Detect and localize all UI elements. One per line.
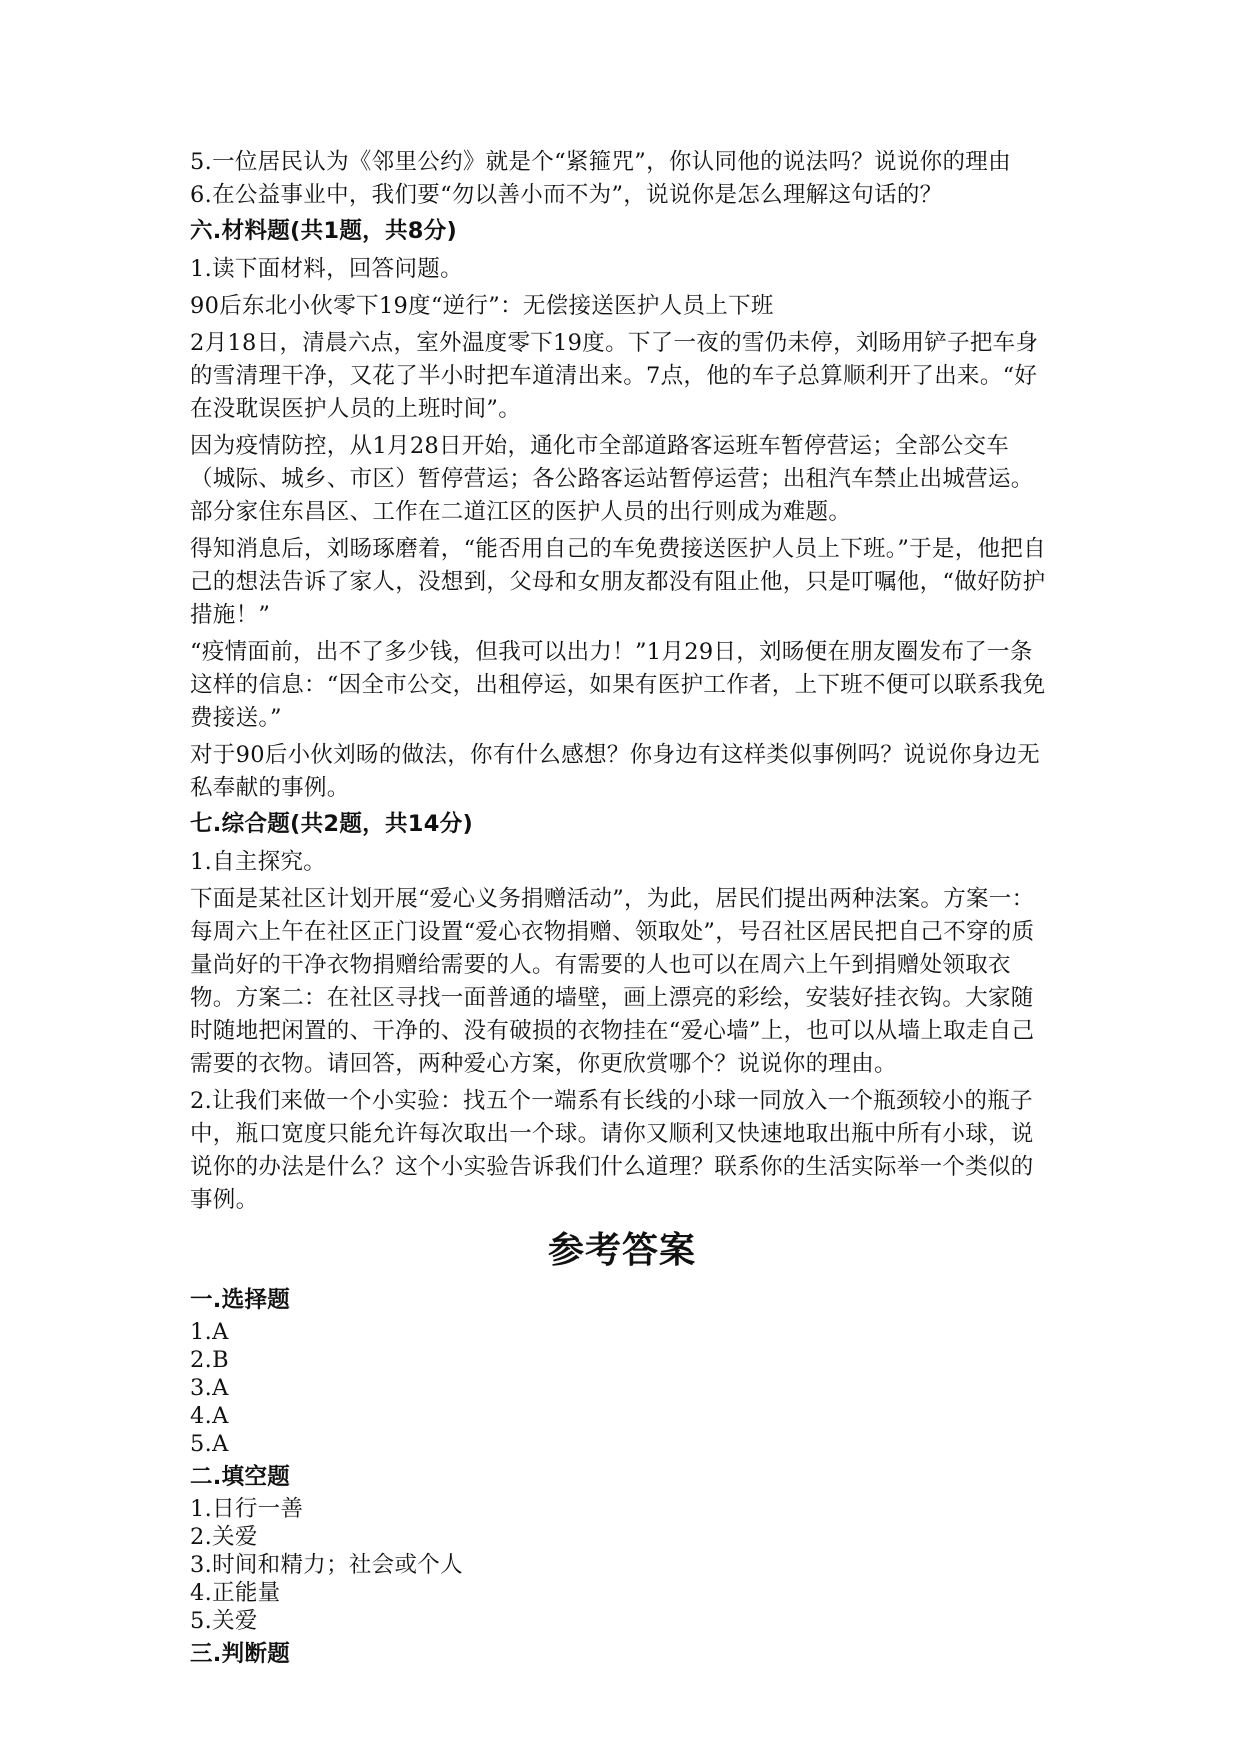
answer-item: 4.正能量 [190, 1580, 281, 1606]
answer-item: 2.B [190, 1347, 229, 1373]
answer-item: 5.关爱 [190, 1608, 258, 1634]
answer-section-1-heading: 一.选择题 [190, 1287, 291, 1313]
section-6-question-1: 1.读下面材料，回答问题。 [190, 256, 463, 282]
answer-section-3-heading: 三.判断题 [190, 1641, 291, 1667]
answer-item: 1.A [190, 1319, 229, 1345]
material-question: 对于90后小伙刘旸的做法，你有什么感想？你身边有这样类似事例吗？说说你身边无私奉献的事例。 [190, 742, 1041, 801]
section-7-heading: 七.综合题(共2题，共14分) [190, 811, 474, 837]
answer-item: 5.A [190, 1431, 229, 1457]
section-7-question-1: 1.自主探究。 [190, 849, 327, 875]
answer-item: 3.A [190, 1375, 229, 1401]
answer-item: 1.日行一善 [190, 1496, 304, 1522]
material-paragraph-3: 得知消息后，刘旸琢磨着，“能否用自己的车免费接送医护人员上下班。”于是，他把自己的想法告诉了家人，没想到，父母和女朋友都没有阻止他，只是叮嘱他，“做好防护措施！” [190, 536, 1046, 628]
material-paragraph-1: 2月18日，清晨六点，室外温度零下19度。下了一夜的雪仍未停，刘旸用铲子把车身的雪清理干净，又花了半小时把车道清出来。7点，他的车子总算顺利开了出来。“好在没耽误医护人员的上班时间”。 [190, 330, 1039, 422]
section-7-question-2: 2.让我们来做一个小实验：找五个一端系有长线的小球一同放入一个瓶颈较小的瓶子中，瓶口宽度只能允许每次取出一个球。请你又顺利又快速地取出瓶中所有小球，说说你的办法是什么？这个小实验告诉我们什么道理？联系你的生活实际举一个类似的事例。 [190, 1088, 1034, 1213]
answer-section-2-heading: 二.填空题 [190, 1464, 291, 1490]
material-paragraph-2: 因为疫情防控，从1月28日开始，通化市全部道路客运班车暂停营运；全部公交车（城际、城乡、市区）暂停营运；各公路客运站暂停运营；出租汽车禁止出城营运。部分家住东昌区、工作在二道江区的医护人员的出行则成为难题。 [190, 433, 1034, 525]
answer-item: 4.A [190, 1403, 229, 1429]
answer-item: 2.关爱 [190, 1524, 258, 1550]
answer-key-title: 参考答案 [547, 1230, 696, 1271]
material-headline: 90后东北小伙零下19度“逆行”：无偿接送医护人员上下班 [190, 293, 774, 319]
material-paragraph-4: “疫情面前，出不了多少钱，但我可以出力！”1月29日，刘旸便在朋友圈发布了一条这样的信息：“因全市公交，出租停运，如果有医护工作者，上下班不便可以联系我免费接送。” [190, 639, 1046, 731]
answer-item: 3.时间和精力；社会或个人 [190, 1552, 463, 1578]
question-6: 6.在公益事业中，我们要“勿以善小而不为”，说说你是怎么理解这句话的？ [190, 182, 943, 208]
section-6-heading: 六.材料题(共1题，共8分) [190, 218, 458, 244]
section-7-question-1-body: 下面是某社区计划开展“爱心义务捐赠活动”，为此，居民们提出两种法案。方案一：每周六上午在社区正门设置“爱心衣物捐赠、领取处”，号召社区居民把自己不穿的质量尚好的干净衣物捐赠给需要的人。有需要的人也可以在周六上午到捐赠处领取衣物。方案二：在社区寻找一面普通的墙壁，画上漂亮的彩绘，安装好挂衣钩。大家随时随地把闲置的、干净的、没有破损的衣物挂在“爱心墙”上，也可以从墙上取走自己需要的衣物。请回答，两种爱心方案，你更欣赏哪个？说说你的理由。 [190, 886, 1035, 1077]
question-5: 5.一位居民认为《邻里公约》就是个“紧箍咒”，你认同他的说法吗？说说你的理由 [190, 149, 1011, 175]
